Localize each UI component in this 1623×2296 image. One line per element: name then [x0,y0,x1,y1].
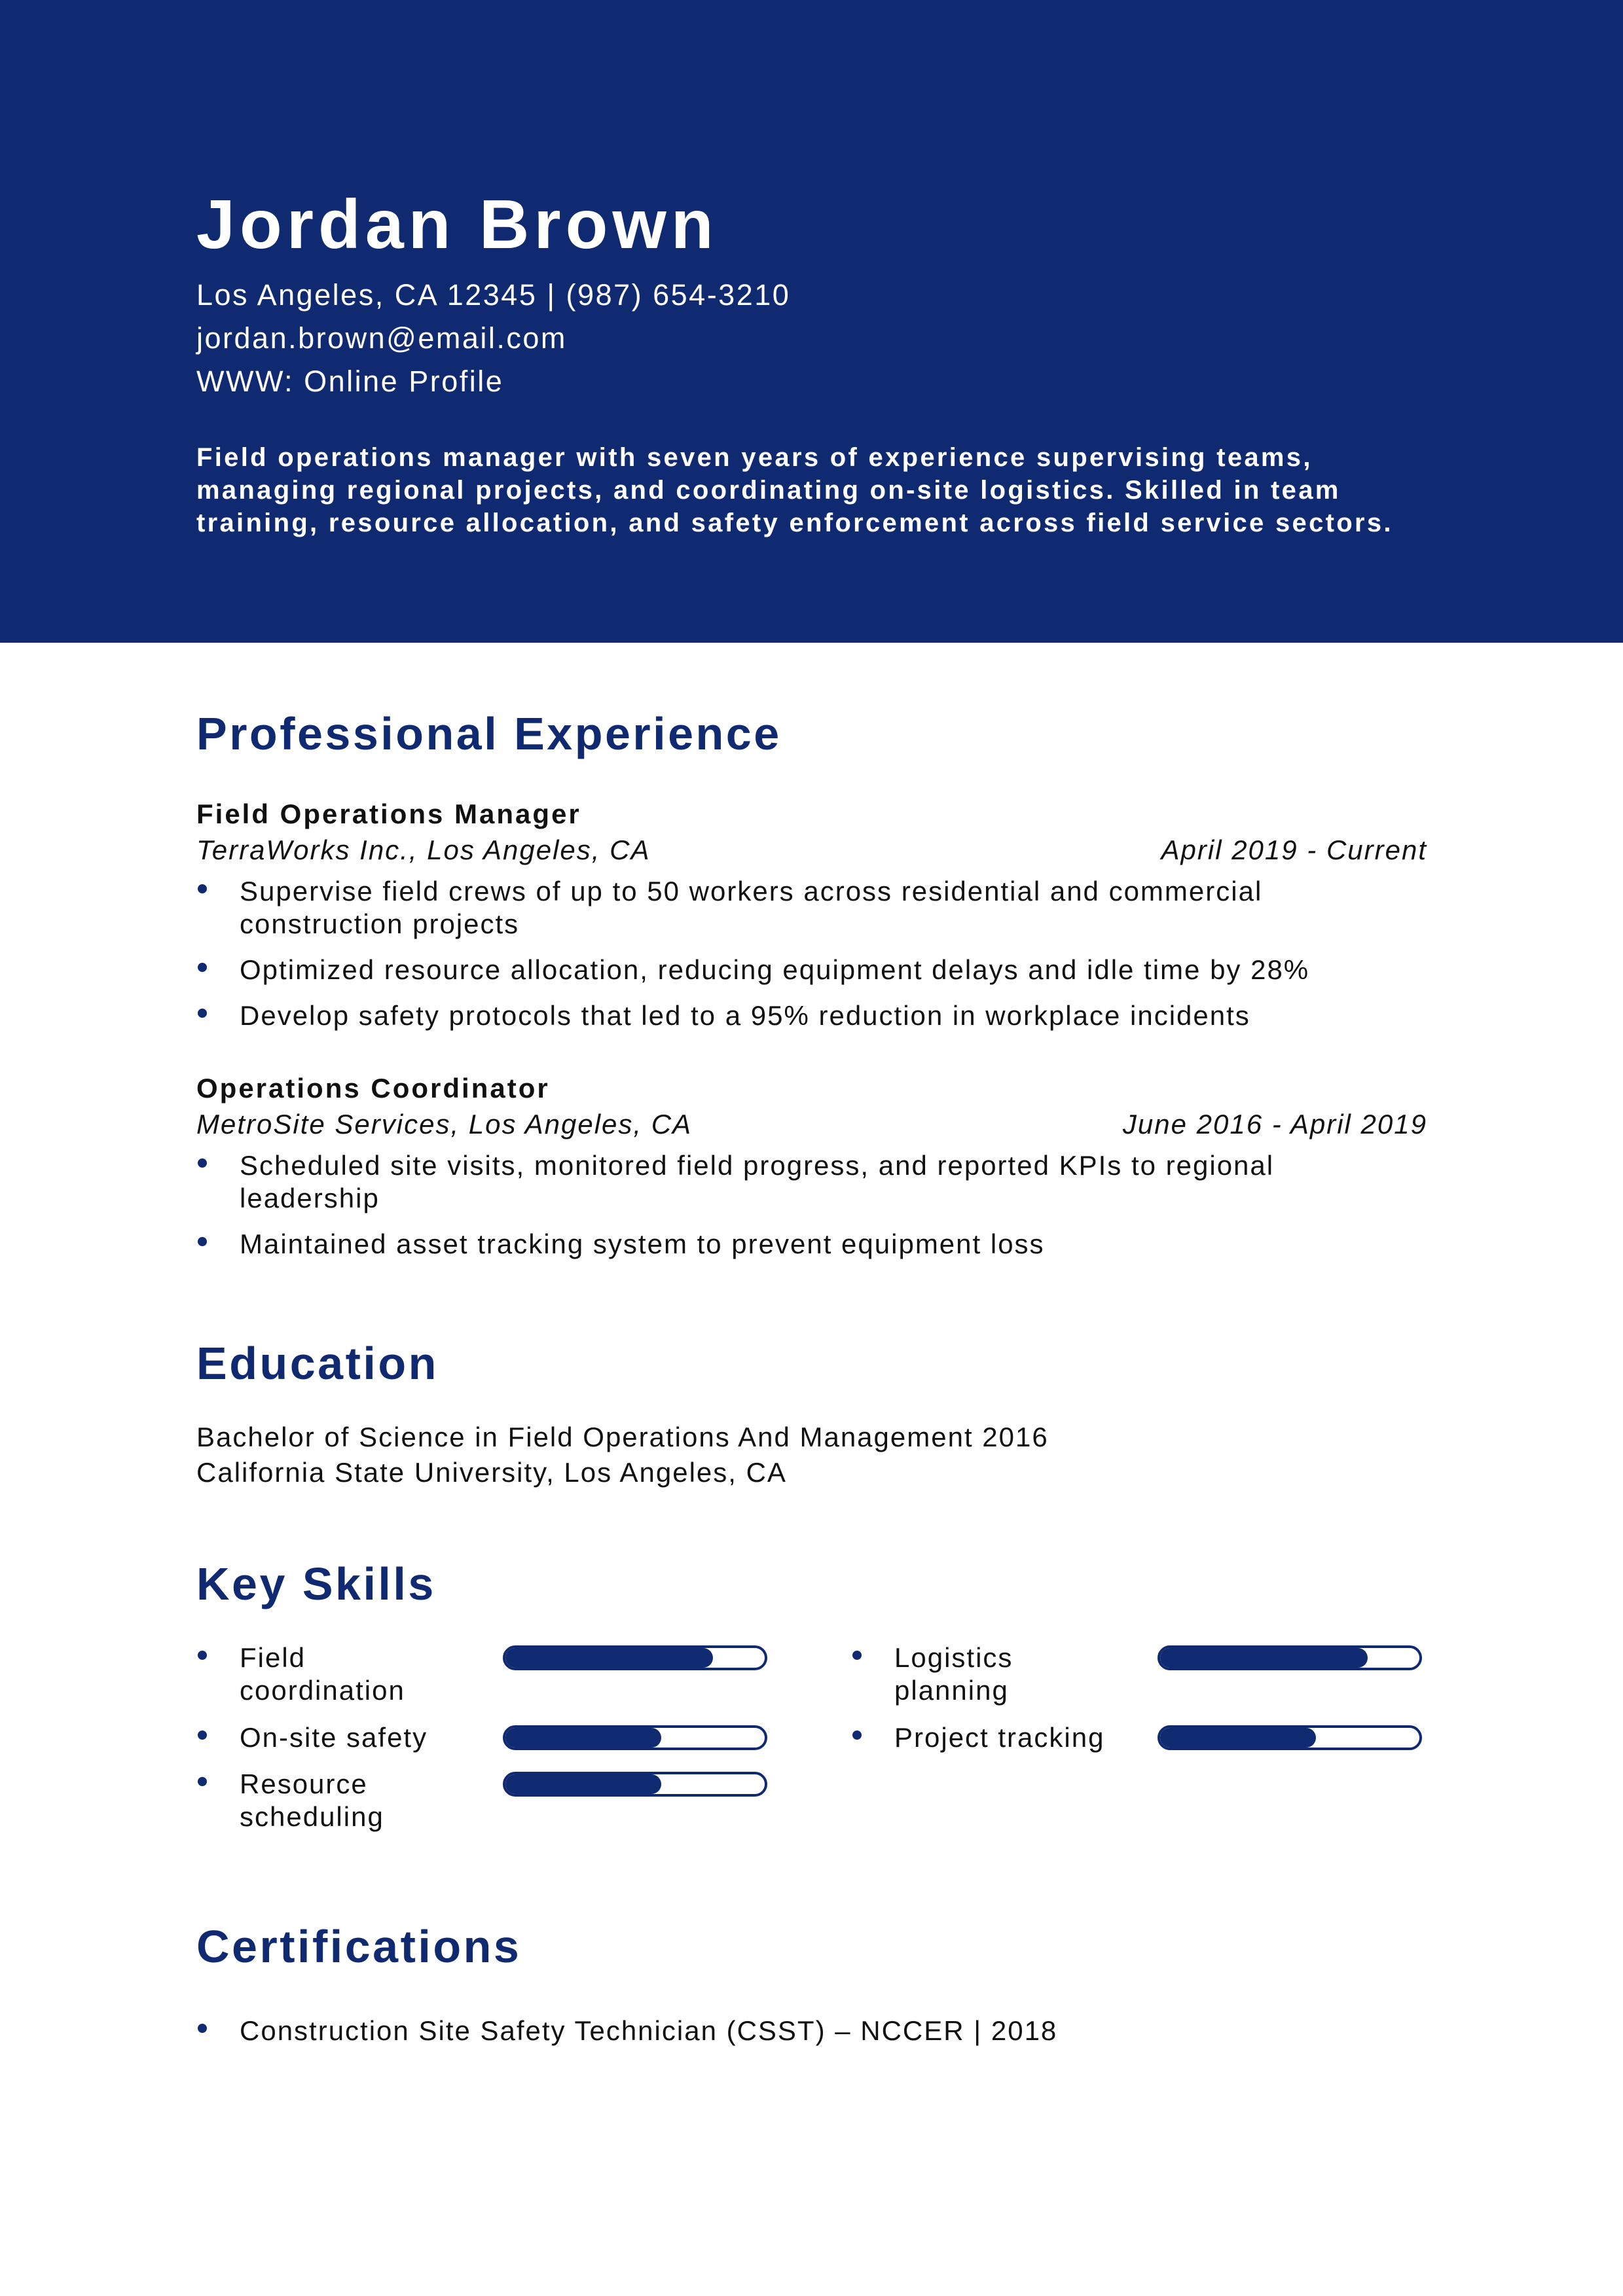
contact-block [196,274,1427,403]
skill-level-bar [1158,1645,1422,1670]
bullet-icon [852,1731,862,1740]
skill-label: Field coordination [240,1642,405,1706]
resume-header [0,0,1623,643]
candidate-name: Jordan Brown [196,186,718,263]
skills-heading: Key Skills [196,1558,436,1609]
skill-item [851,1721,1427,1800]
job-bullets [196,875,1427,1032]
email-address: jordan.brown@email.com [196,321,567,355]
skill-level-bar [503,1645,767,1670]
list-item: Scheduled site visits, monitored field progress, and reported KPIs to regional leadership [196,1149,1340,1215]
skill-level-bar [503,1725,767,1750]
skill-level-bar [1158,1725,1422,1750]
bullet-icon [198,963,207,972]
skill-item [196,1641,773,1720]
list-item: Construction Site Safety Technician (CSST) – NCCER | 2018 [196,2015,1340,2047]
skills-grid [196,1641,1427,1851]
skill-level-fill [1160,1728,1316,1748]
bullet-icon [198,1237,207,1246]
skill-level-fill [505,1648,713,1668]
bullet-icon [198,1777,207,1786]
cert-bullets [196,2015,1427,2047]
skill-item [196,1768,773,1846]
skill-label: Project tracking [894,1722,1105,1753]
website-link: WWW: Online Profile [196,365,504,398]
job-meta [196,831,1427,870]
skill-level-bar [503,1772,767,1797]
bullet-icon [198,1731,207,1740]
bullet-icon [198,1009,207,1018]
job-title: Operations Coordinator [196,1073,550,1103]
address-phone: Los Angeles, CA 12345 | (987) 654-3210 [196,278,791,312]
job-dates: June 2016 - April 2019 [1122,1109,1427,1139]
job-company: TerraWorks Inc., Los Angeles, CA [196,834,651,865]
list-item: Develop safety protocols that led to a 95% reduction in workplace incidents [196,999,1340,1032]
school: California State University, Los Angeles, CA [196,1457,787,1488]
education-heading: Education [196,1338,439,1389]
job-company: MetroSite Services, Los Angeles, CA [196,1109,693,1139]
job-dates: April 2019 - Current [1161,834,1427,865]
skill-item [851,1641,1427,1720]
job-title: Field Operations Manager [196,798,581,829]
job-entry [196,798,1427,1045]
bullet-icon [852,1651,862,1660]
list-item: Supervise field crews of up to 50 workers across residential and commercial construction projects [196,875,1340,941]
skill-level-fill [505,1728,661,1748]
degree: Bachelor of Science in Field Operations And Management 2016 [196,1422,1049,1452]
skill-label: Resource scheduling [240,1768,384,1832]
skill-level-fill [1160,1648,1368,1668]
bullet-icon [198,1158,207,1168]
education-entry [196,1420,1049,1490]
certifications-heading: Certifications [196,1921,522,1972]
list-item: Optimized resource allocation, reducing equipment delays and idle time by 28% [196,954,1340,986]
list-item: Maintained asset tracking system to prevent equipment loss [196,1228,1340,1261]
bullet-icon [198,884,207,893]
skill-level-fill [505,1774,661,1794]
skill-label: Logistics planning [894,1642,1013,1706]
job-bullets [196,1149,1427,1261]
experience-heading: Professional Experience [196,708,782,759]
job-meta [196,1105,1427,1144]
professional-summary: Field operations manager with seven years of experience supervising teams, managing regional projects, and coordinating on-site logistics. Skilled in team training, resource allocation, and safety enforcement across field service sectors. [196,443,1393,537]
bullet-icon [198,1651,207,1660]
job-entry [196,1072,1427,1274]
skill-label: On-site safety [240,1722,428,1753]
certifications-list [196,2009,1427,2060]
bullet-icon [198,2024,207,2033]
